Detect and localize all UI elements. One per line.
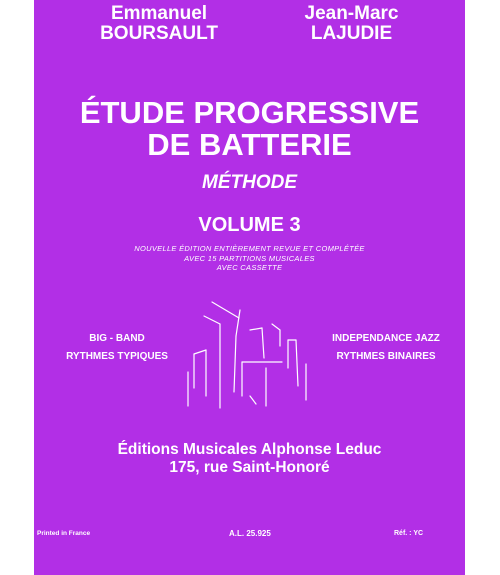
style-rythmes-typiques: RYTHMES TYPIQUES xyxy=(66,351,168,362)
author-2 xyxy=(279,4,424,44)
printed-in-label: Printed in France xyxy=(37,530,91,537)
publisher xyxy=(34,441,465,477)
volume-label: VOLUME 3 xyxy=(198,214,301,236)
drum-kit-icon xyxy=(184,296,314,416)
title-line-2: DE BATTERIE xyxy=(147,127,352,162)
author-2-last-name: LAJUDIE xyxy=(310,23,393,44)
author-1-last-name: BOURSAULT xyxy=(100,23,218,44)
publisher-address: 175, rue Saint-Honoré xyxy=(169,459,330,476)
style-big-band: BIG - BAND xyxy=(89,333,145,344)
edition-note xyxy=(34,244,465,273)
catalog-number: A.L. 25.925 xyxy=(229,529,271,538)
title-line-1: ÉTUDE PROGRESSIVE xyxy=(79,95,420,130)
publisher-name: Éditions Musicales Alphonse Leduc xyxy=(117,441,382,458)
styles-right xyxy=(316,330,456,366)
author-1 xyxy=(89,4,229,44)
edition-note-line-3: AVEC CASSETTE xyxy=(216,263,283,272)
author-2-first-name: Jean-Marc xyxy=(304,3,399,24)
styles-left xyxy=(52,330,182,366)
author-1-first-name: Emmanuel xyxy=(110,3,208,24)
style-rythmes-binaires: RYTHMES BINAIRES xyxy=(336,351,436,362)
subtitle: MÉTHODE xyxy=(202,172,297,193)
edition-note-line-2: AVEC 15 PARTITIONS MUSICALES xyxy=(184,253,315,263)
edition-note-line-1: NOUVELLE ÉDITION ENTIÈREMENT REVUE ET COMPLÉTÉE xyxy=(134,244,365,253)
style-independance-jazz: INDEPENDANCE JAZZ xyxy=(332,333,440,344)
reference-code: Réf. : YC xyxy=(394,530,424,537)
book-cover xyxy=(34,0,465,575)
